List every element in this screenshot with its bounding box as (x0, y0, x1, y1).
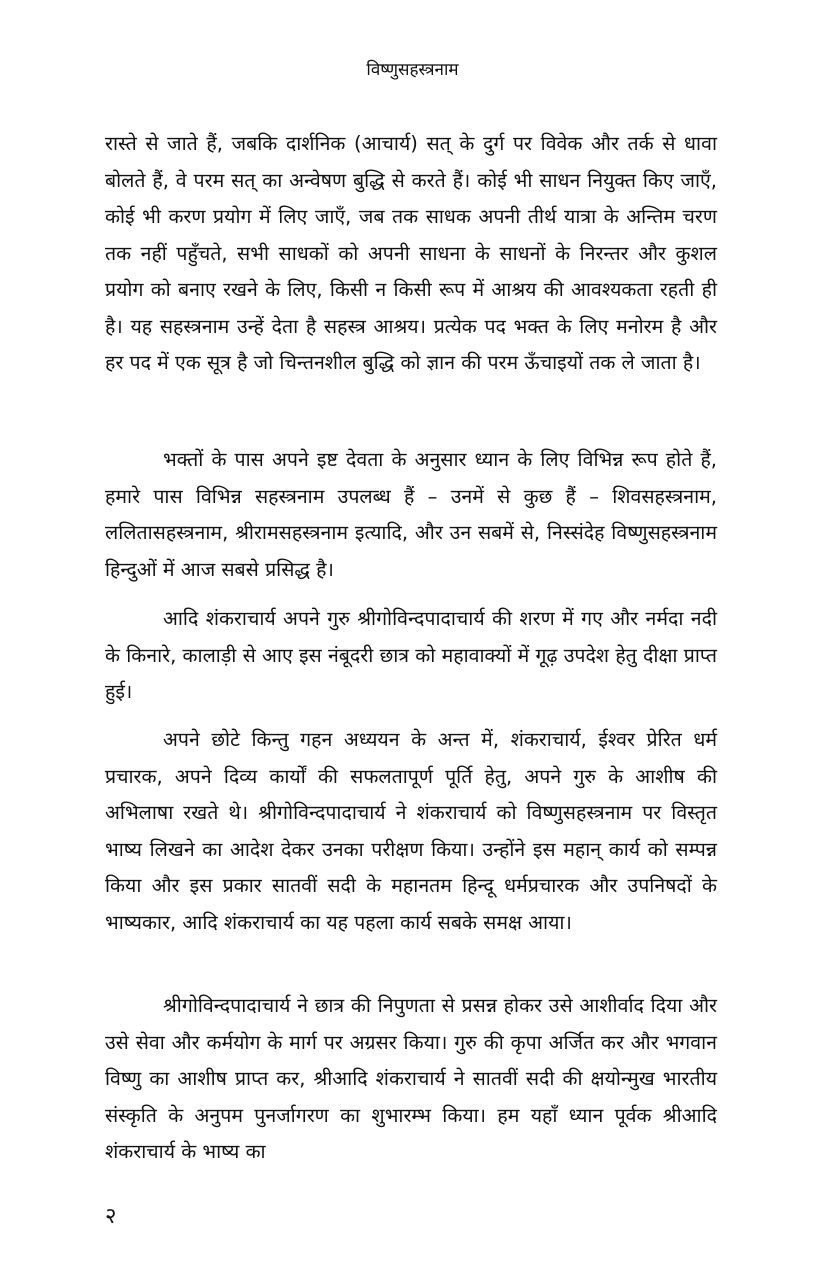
body-paragraph-block (105, 601, 717, 711)
body-paragraph: रास्ते से जाते हैं, जबकि दार्शनिक (आचार्य) सत् के दुर्ग पर विवेक और तर्क से धावा बोलते हैं, वे परम सत् का अन्वेषण बुद्धि से करते हैं। कोई भी साधन नियुक्त किए जाएँ, कोई भी करण प्रयोग में लिए जाएँ, जब तक साधक अपनी तीर्थ यात्रा के अन्तिम चरण तक नहीं पहुँचते, सभी साधकों को अपनी साधना के साधनों के निरन्तर और कुशल प्रयोग को बनाए रखने के लिए, किसी न किसी रूप में आश्रय की आवश्यकता रहती ही है। यह सहस्त्रनाम उन्हें देता है सहस्त्र आश्रय। प्रत्येक पद भक्त के लिए मनोरम है और हर पद में एक सूत्र है जो चिन्तनशील बुद्धि को ज्ञान की परम ऊँचाइयों तक ले जाता है। (105, 132, 717, 374)
body-paragraph-block (105, 722, 717, 941)
body-paragraph: अपने छोटे किन्तु गहन अध्ययन के अन्त में, शंकराचार्य, ईश्वर प्रेरित धर्म प्रचारक, अपने दिव्य कार्यों की सफलतापूर्ण पूर्ति हेतु, अपने गुरु के आशीष की अभिलाषा रखते थे। श्रीगोविन्दपादाचार्य ने शंकराचार्य को विष्णुसहस्त्रनाम पर विस्तृत भाष्य लिखने का आदेश देकर उनका परीक्षण किया। उन्होंने इस महान् कार्य को सम्पन्न किया और इस प्रकार सातवीं सदी के महानतम हिन्दू धर्मप्रचारक और उपनिषदों के भाष्यकार, आदि शंकराचार्य का यह पहला कार्य सबके समक्ष आया। (105, 728, 717, 934)
running-head-title: विष्णुसहस्त्रनाम (366, 60, 459, 80)
body-paragraph-block (105, 988, 717, 1171)
page-number: २ (105, 1204, 117, 1229)
body-paragraph: भक्तों के पास अपने इष्ट देवता के अनुसार ध्यान के लिए विभिन्न रूप होते हैं, हमारे पास विभिन्न सहस्त्रनाम उपलब्ध हैं – उनमें से कुछ हैं – शिवसहस्त्रनाम, ललितासहस्त्रनाम, श्रीरामसहस्त्रनाम इत्यादि, और उन सबमें से, निस्संदेह विष्णुसहस्त्रनाम हिन्दुओं में आज सबसे प्रसिद्ध है। (105, 448, 717, 581)
body-paragraph-block (105, 126, 717, 382)
body-paragraph-block (105, 442, 717, 588)
body-paragraph: श्रीगोविन्दपादाचार्य ने छात्र की निपुणता से प्रसन्न होकर उसे आशीर्वाद दिया और उसे सेवा और कर्मयोग के मार्ग पर अग्रसर किया। गुरु की कृपा अर्जित कर और भगवान विष्णु का आशीष प्राप्त कर, श्रीआदि शंकराचार्य ने सातवीं सदी की क्षयोन्मुख भारतीय संस्कृति के अनुपम पुनर्जागरण का शुभारम्भ किया। हम यहाँ ध्यान पूर्वक श्रीआदि शंकराचार्य के भाष्य का (105, 994, 717, 1163)
body-paragraph: आदि शंकराचार्य अपने गुरु श्रीगोविन्दपादाचार्य की शरण में गए और नर्मदा नदी के किनारे, कालाड़ी से आए इस नंबूदरी छात्र को महावाक्यों में गूढ़ उपदेश हेतु दीक्षा प्राप्त हुई। (105, 607, 717, 703)
